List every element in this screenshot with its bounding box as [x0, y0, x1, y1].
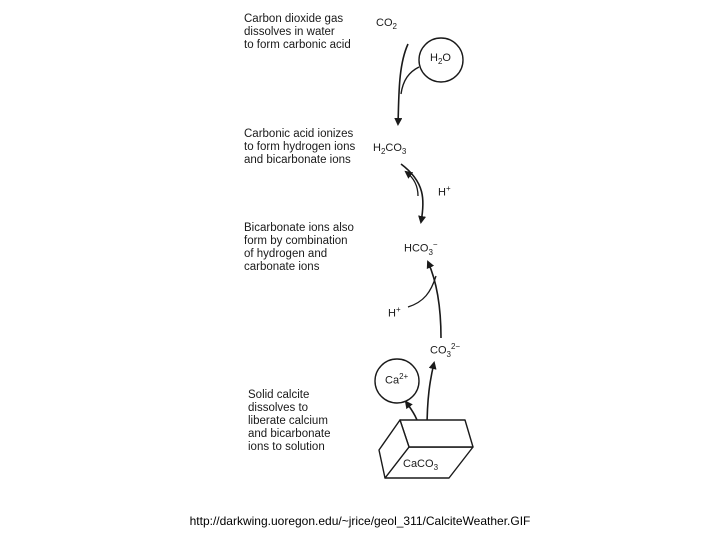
co2-subscript: 2 [392, 22, 397, 32]
h2co3-to-hco3-arrow [401, 164, 423, 222]
step2-line: and bicarbonate ions [244, 154, 351, 166]
hydrogen-ion-label-1 [438, 184, 451, 199]
ca-base: Ca [385, 374, 400, 387]
carbonate-label [430, 342, 460, 359]
h2co3-carbonate: CO [385, 142, 402, 154]
hco3-subscript: 3 [428, 247, 433, 257]
calcium-ion-label [385, 372, 408, 387]
step3-line: of hydrogen and [244, 248, 328, 260]
step1-line: to form carbonic acid [244, 39, 351, 51]
step4-description [248, 389, 330, 454]
source-url-caption: http://darkwing.uoregon.edu/~jrice/geol_311/CalciteWeather.GIF [189, 514, 531, 528]
h2o-hydrogen: H [430, 52, 438, 64]
step4-line: and bicarbonate [248, 428, 331, 440]
h-plus-base: H [388, 307, 396, 320]
co2-label [376, 17, 397, 31]
co2-base: CO [376, 17, 393, 29]
caco3-subscript: 3 [433, 463, 439, 473]
step4-line: Solid calcite [248, 389, 310, 401]
caco3-label [403, 458, 438, 472]
step1-line: Carbon dioxide gas [244, 13, 344, 25]
step3-line: Bicarbonate ions also [244, 222, 354, 234]
h-plus-charge: + [395, 305, 401, 314]
h2co3-hydrogen: H [373, 142, 381, 154]
h-plus-charge: + [445, 184, 451, 193]
step3-description [244, 222, 354, 274]
step4-line: liberate calcium [248, 415, 328, 427]
step3-line: form by combination [244, 235, 348, 247]
h2co3-subscript-1: 2 [380, 147, 386, 157]
h2o-oxygen: O [442, 52, 451, 64]
hco3-base: HCO [404, 242, 429, 255]
hydrogen-release-branch [406, 172, 418, 196]
step1-description [244, 13, 351, 52]
caco3-base: CaCO [403, 458, 434, 470]
water-join-curve [401, 67, 419, 94]
h2co3-label [373, 142, 406, 156]
co3-base: CO [430, 344, 447, 357]
h2o-label [430, 52, 451, 66]
step3-line: carbonate ions [244, 261, 320, 273]
co3-subscript: 3 [446, 349, 451, 359]
h2o-subscript: 2 [437, 57, 443, 67]
co3-charge: 2− [450, 342, 461, 351]
hco3-charge: − [432, 240, 438, 249]
step4-line: ions to solution [248, 441, 325, 453]
step1-line: dissolves in water [244, 26, 335, 38]
h-plus-base: H [438, 186, 446, 199]
step2-line: to form hydrogen ions [244, 141, 356, 153]
step2-line: Carbonic acid ionizes [244, 128, 354, 140]
hydrogen-combine-branch [408, 276, 436, 307]
h2co3-subscript-2: 3 [401, 147, 407, 157]
bicarbonate-label [404, 240, 438, 257]
step2-description [244, 128, 355, 167]
co3-to-hco3-arrow [428, 262, 441, 338]
step4-line: dissolves to [248, 402, 309, 414]
ca-charge: 2+ [399, 372, 409, 381]
hydrogen-ion-label-2 [388, 305, 401, 320]
